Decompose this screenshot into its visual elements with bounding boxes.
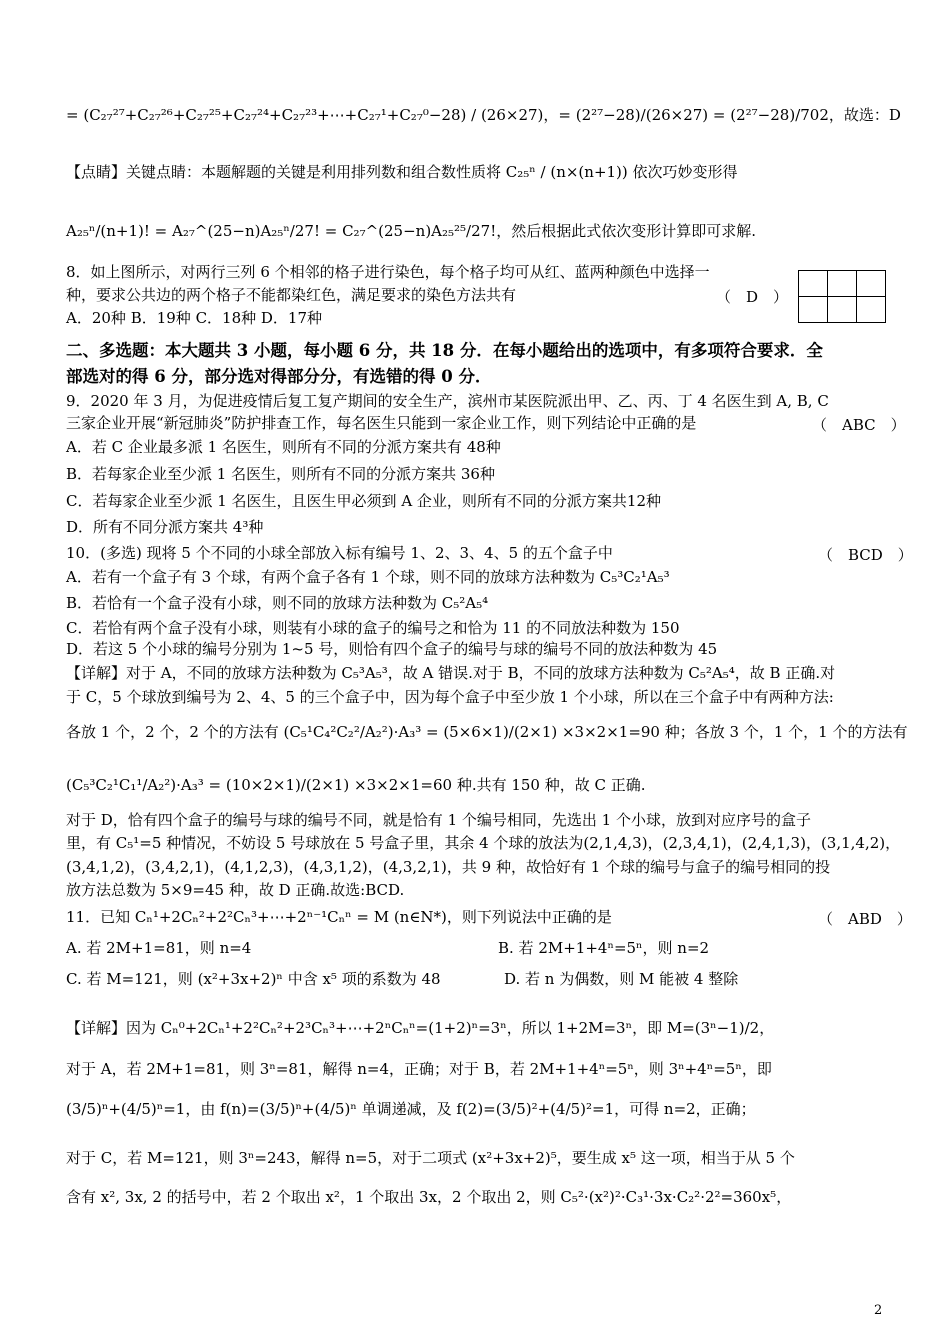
text-line: 8．如上图所示，对两行三列 6 个相邻的格子进行染色，每个格子均可从红、蓝两种颜色中选择一	[66, 263, 710, 281]
text-line: D. 若 n 为偶数，则 M 能被 4 整除	[504, 970, 739, 988]
grid-cell	[857, 271, 886, 297]
text-line: D．若这 5 个小球的编号分别为 1~5 号，则恰有四个盒子的编号与球的编号不同的放法种数为 45	[66, 640, 718, 658]
text-line: 【点睛】关键点睛：本题解题的关键是利用排列数和组合数性质将 C₂₅ⁿ / (n×(n+1)) 依次巧妙变形得	[66, 163, 738, 181]
text-line: A．若有一个盒子有 3 个球，有两个盒子各有 1 个球，则不同的放球方法种数为 C₅³C₂¹A₅³	[66, 568, 670, 586]
text-line: A₂₅ⁿ/(n+1)! = A₂₇^(25−n)A₂₅ⁿ/27! = C₂₇^(25−n)A₂₅²⁵/27!，然后根据此式依次变形计算即可求解.	[66, 222, 756, 240]
text-line: C．若每家企业至少派 1 名医生，且医生甲必须到 A 企业，则所有不同的分派方案共12种	[66, 492, 662, 510]
text-line: C. 若 M=121，则 (x²+3x+2)ⁿ 中含 x⁵ 项的系数为 48	[66, 970, 441, 988]
grid-cell	[857, 297, 886, 323]
coloring-grid-2x3	[798, 270, 886, 323]
text-line: C．若恰有两个盒子没有小球，则装有小球的盒子的编号之和恰为 11 的不同放法种数为 150	[66, 619, 680, 637]
text-line: 放方法总数为 5×9=45 种，故 D 正确.故选:BCD.	[66, 881, 405, 899]
text-line: B．若每家企业至少派 1 名医生，则所有不同的分派方案共 36种	[66, 465, 495, 483]
answer-bracket: （ D ）	[716, 288, 789, 306]
text-line: 种，要求公共边的两个格子不能都染红色，满足要求的染色方法共有	[66, 286, 517, 304]
text-line: (C₅³C₂¹C₁¹/A₂²)·A₃³ = (10×2×1)/(2×1) ×3×2×1=60 种.共有 150 种，故 C 正确.	[66, 776, 646, 794]
text-line: 9．2020 年 3 月，为促进疫情后复工复产期间的安全生产，滨州市某医院派出甲、乙、丙、丁 4 名医生到 A, B, C	[66, 392, 829, 410]
grid-cell	[828, 271, 857, 297]
text-line: 【详解】对于 A，不同的放球方法种数为 C₅³A₅³，故 A 错误.对于 B，不同的放球方法种数为 C₅²A₅⁴，故 B 正确.对	[66, 664, 836, 682]
text-line: 10．(多选) 现将 5 个不同的小球全部放入标有编号 1、2、3、4、5 的五个盒子中	[66, 544, 613, 562]
grid-cell	[799, 297, 828, 323]
text-line: B．若恰有一个盒子没有小球，则不同的放球方法种数为 C₅²A₅⁴	[66, 594, 489, 612]
text-line: (3/5)ⁿ+(4/5)ⁿ=1，由 f(n)=(3/5)ⁿ+(4/5)ⁿ 单调递减，及 f(2)=(3/5)²+(4/5)²=1，可得 n=2，正确；	[66, 1100, 756, 1118]
text-line: D．所有不同分派方案共 4³种	[66, 518, 264, 536]
text-line: 里，有 C₅¹=5 种情况，不妨设 5 号球放在 5 号盒子里，其余 4 个球的放法为(2,1,4,3)，(2,3,4,1)，(2,4,1,3)，(3,1,4,2)，	[66, 834, 901, 852]
text-line: 于 C，5 个球放到编号为 2、4、5 的三个盒子中，因为每个盒子中至少放 1 个小球，所以在三个盒子中有两种方法:	[66, 688, 834, 706]
text-line: 11．已知 Cₙ¹+2Cₙ²+2²Cₙ³+⋯+2ⁿ⁻¹Cₙⁿ = M (n∈N*)，则下列说法中正确的是	[66, 908, 612, 926]
text-line: A. 若 2M+1=81，则 n=4	[66, 939, 252, 957]
text-line: 【详解】因为 Cₙ⁰+2Cₙ¹+2²Cₙ²+2³Cₙ³+⋯+2ⁿCₙⁿ=(1+2)ⁿ=3ⁿ，所以 1+2M=3ⁿ，即 M=(3ⁿ−1)/2，	[66, 1019, 775, 1037]
grid-cell	[799, 271, 828, 297]
text-line: 三家企业开展“新冠肺炎”防护排查工作，每名医生只能到一家企业工作，则下列结论中正确的是	[66, 414, 697, 432]
answer-bracket: （ ABC ）	[812, 416, 906, 434]
text-line: (3,4,1,2)，(3,4,2,1)，(4,1,2,3)，(4,3,1,2)，(4,3,2,1)，共 9 种，故恰好有 1 个球的编号与盒子的编号相同的投	[66, 858, 831, 876]
answer-bracket: （ ABD ）	[818, 910, 912, 928]
text-line: 对于 A，若 2M+1=81，则 3ⁿ=81，解得 n=4，正确；对于 B，若 2M+1+4ⁿ=5ⁿ，则 3ⁿ+4ⁿ=5ⁿ，即	[66, 1060, 772, 1078]
grid-cell	[828, 297, 857, 323]
text-line: = (C₂₇²⁷+C₂₇²⁶+C₂₇²⁵+C₂₇²⁴+C₂₇²³+⋯+C₂₇¹+C₂₇⁰−28) / (26×27)，= (2²⁷−28)/(26×27) = (2²⁷−28)/702，故选：D	[66, 106, 901, 124]
text-line: 各放 1 个，2 个，2 个的方法有 (C₅¹C₄²C₂²/A₂²)·A₃³ = (5×6×1)/(2×1) ×3×2×1=90 种；各放 3 个，1 个，1 个的方法有	[66, 723, 908, 741]
text-line: 部选对的得 6 分，部分选对得部分分，有选错的得 0 分．	[66, 367, 492, 386]
text-line: 对于 D，恰有四个盒子的编号与球的编号不同，就是恰有 1 个编号相同，先选出 1 个小球，放到对应序号的盒子	[66, 811, 811, 829]
text-line: 对于 C，若 M=121，则 3ⁿ=243，解得 n=5，对于二项式 (x²+3x+2)⁵，要生成 x⁵ 这一项，相当于从 5 个	[66, 1149, 795, 1167]
page-number: 2	[874, 1303, 883, 1318]
text-line: B. 若 2M+1+4ⁿ=5ⁿ，则 n=2	[498, 939, 710, 957]
text-line: A．20种 B．19种 C．18种 D．17种	[66, 309, 323, 327]
text-line: A．若 C 企业最多派 1 名医生，则所有不同的分派方案共有 48种	[66, 438, 501, 456]
text-line: 含有 x², 3x, 2 的括号中，若 2 个取出 x²，1 个取出 3x，2 个取出 2，则 C₅²·(x²)²·C₃¹·3x·C₂²·2²=360x⁵，	[66, 1188, 792, 1206]
answer-bracket: （ BCD ）	[818, 546, 913, 564]
text-line: 二、多选题：本大题共 3 小题，每小题 6 分，共 18 分．在每小题给出的选项中，有多项符合要求．全	[66, 341, 823, 360]
